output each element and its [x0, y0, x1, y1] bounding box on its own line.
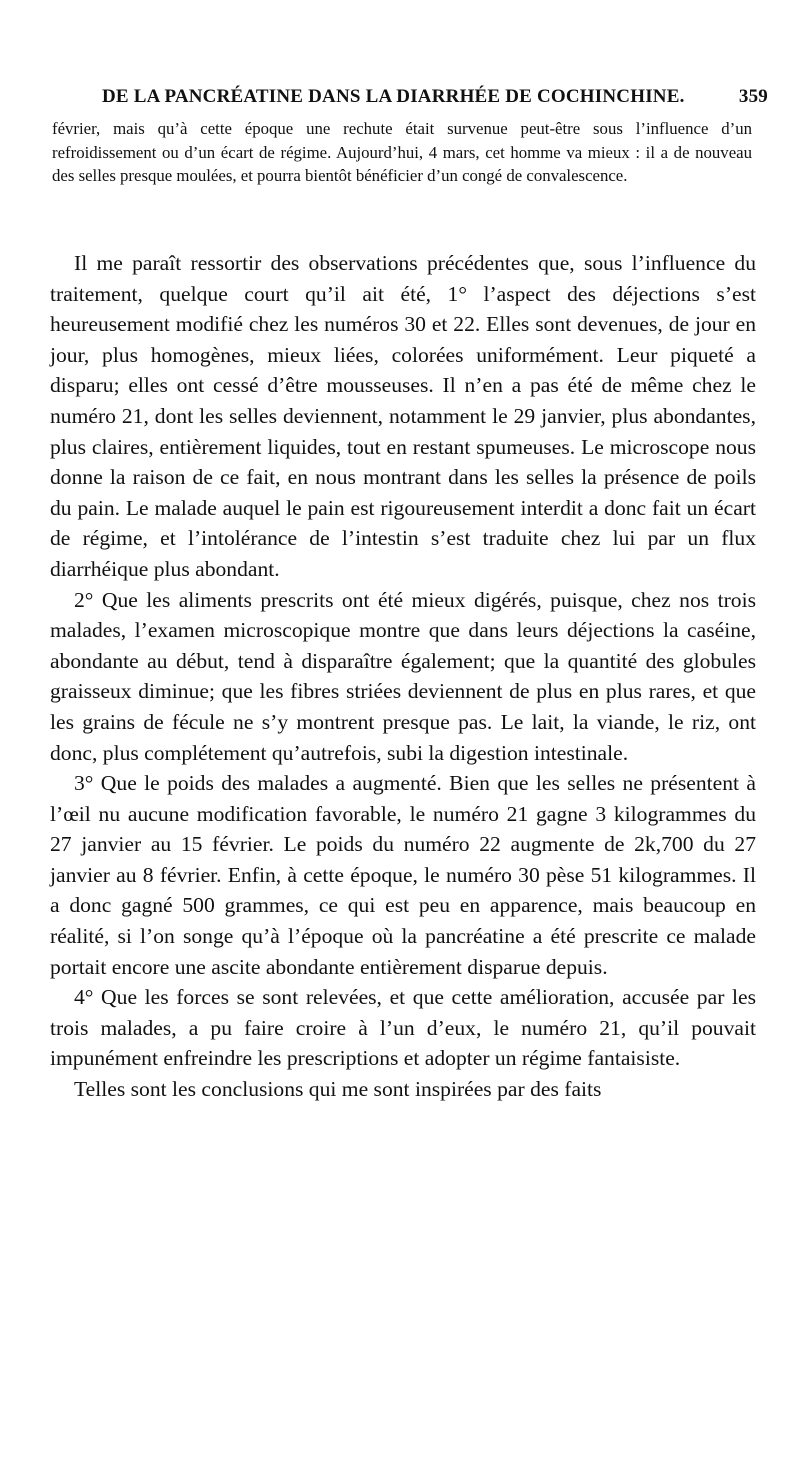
small-print-paragraph: février, mais qu’à cette époque une rechute était survenue peut-être sous l’influence d’un refroidissement ou d’un écart de régime. Aujourd’hui, 4 mars, cet homme va mieux : il a de nouveau des selles presque moulées, et pourra bientôt bénéficier d’un congé de convalescence. — [52, 119, 752, 185]
paragraph-point-3: 3° Que le poids des malades a augmenté. Bien que les selles ne présentent à l’œil nu aucune modification favorable, le numéro 21 gagne 3 kilogrammes du 27 janvier au 15 février. Le poids du numéro 22 augmente de 2k,700 du 27 janvier au 8 février. Enfin, à cette époque, le numéro 30 pèse 51 kilogrammes. Il a donc gagné 500 grammes, ce qui est peu en apparence, mais beaucoup en réalité, si l’on songe qu’à l’époque où la pancréatine a été prescrite ce malade portait encore une ascite abondante entièrement disparue depuis. — [50, 771, 756, 979]
paragraph-point-2: 2° Que les aliments prescrits ont été mieux digérés, puisque, chez nos trois malades, l’examen microscopique montre que dans leurs déjections la caséine, abondante au début, tend à disparaître également; que la quantité des globules graisseux diminue; que les fibres striées deviennent de plus en plus rares, et que les grains de fécule ne s’y montrent presque pas. Le lait, la viande, le riz, ont donc, plus complétement qu’autrefois, subi la digestion intestinale. — [50, 587, 756, 765]
page-header — [50, 86, 768, 112]
paragraph-conclusions-intro: Il me paraît ressortir des observations précédentes que, sous l’influence du traitement, quelque court qu’il ait été, 1° l’aspect des déjections s’est heureusement modifié chez les numéros 30 et 22. Elles sont devenues, de jour en jour, plus homogènes, mieux liées, colorées uniformément. Leur piqueté a disparu; elles ont cessé d’être mousseuses. Il n’en a pas été de même chez le numéro 21, dont les selles deviennent, notamment le 29 janvier, plus abondantes, plus claires, entièrement liquides, tout en restant spumeuses. Le microscope nous donne la raison de ce fait, en nous montrant dans les selles la présence de poils du pain. Le malade auquel le pain est rigoureusement interdit a donc fait un écart de régime, et l’intolérance de l’intestin s’est traduite chez lui par un flux diarrhéique plus abondant. — [50, 251, 756, 581]
paragraph-closing: Telles sont les conclusions qui me sont inspirées par des faits — [74, 1077, 602, 1102]
paragraph-point-4: 4° Que les forces se sont relevées, et que cette amélioration, accusée par les trois malades, a pu faire croire à l’un d’eux, le numéro 21, qu’il pouvait impunément enfreindre les prescriptions et adopter un régime fantaisiste. — [50, 985, 756, 1071]
running-title: DE LA PANCRÉATINE DANS LA DIARRHÉE DE COCHINCHINE. — [102, 86, 685, 107]
page-number: 359 — [738, 86, 768, 107]
main-text — [50, 248, 756, 1105]
